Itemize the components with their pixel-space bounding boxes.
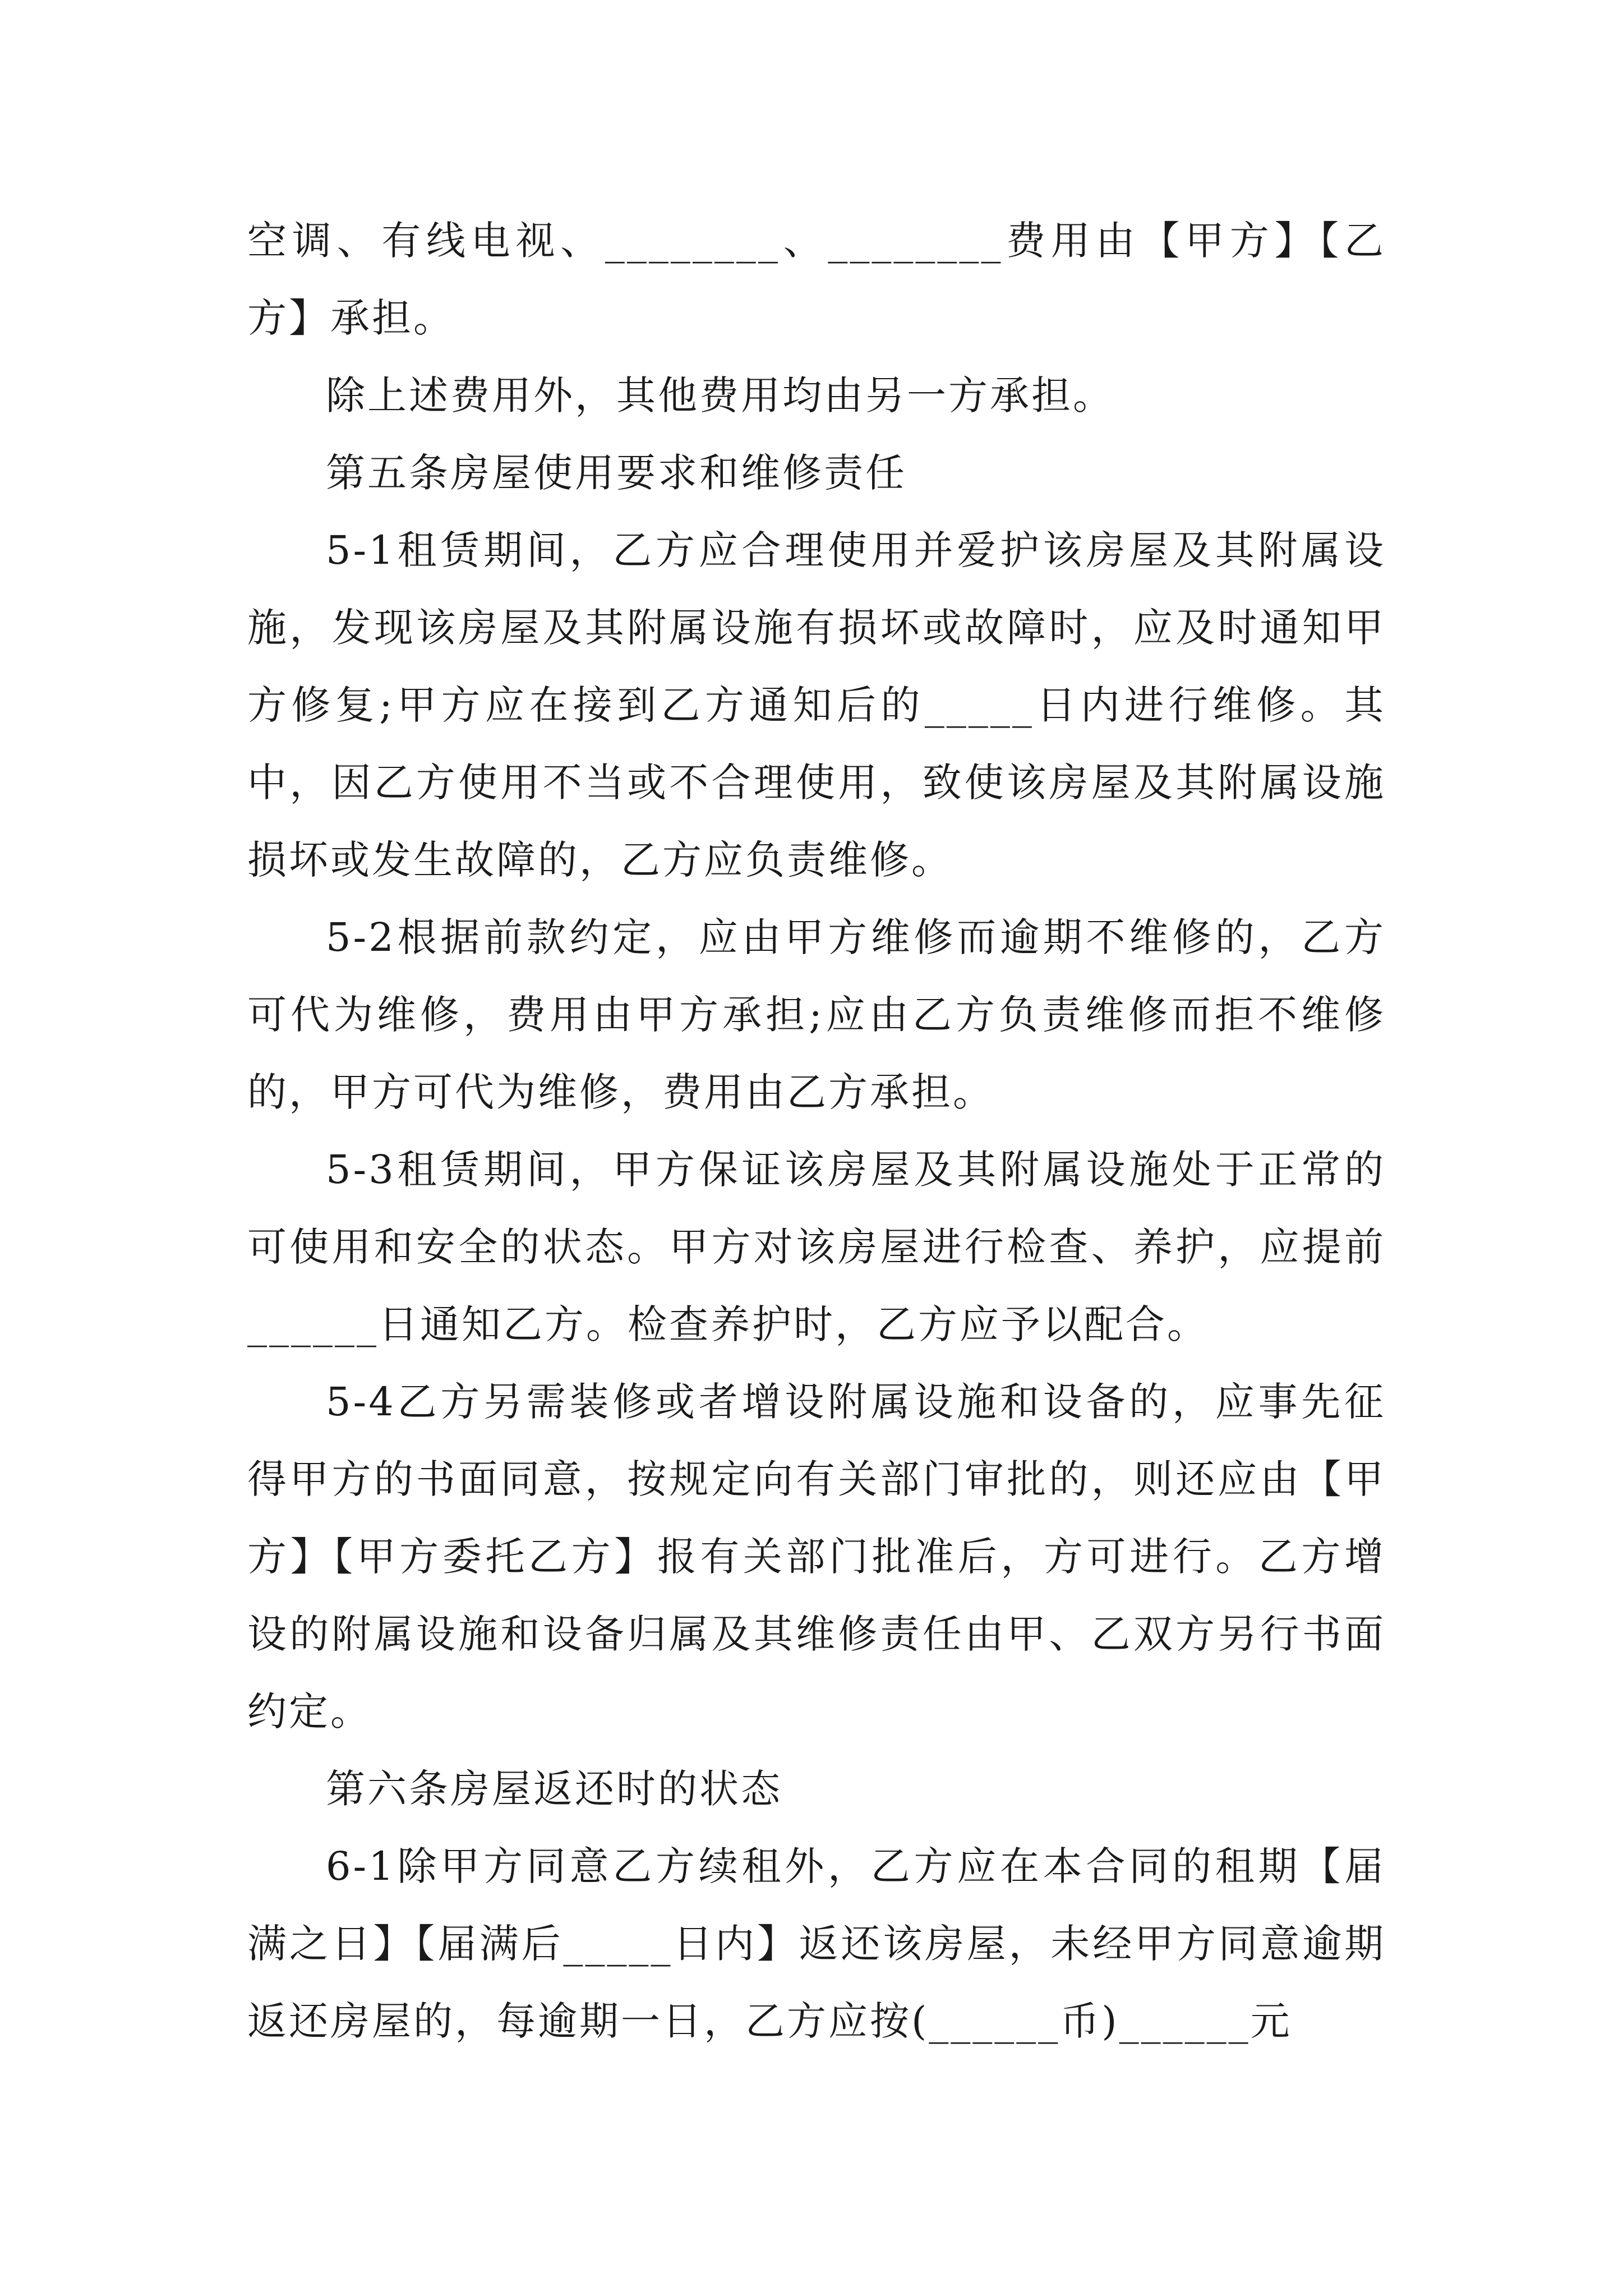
contract-text bbox=[247, 202, 1386, 2060]
paragraph-clause-5-3: 5-3租赁期间，甲方保证该房屋及其附属设施处于正常的可使用和安全的状态。甲方对该房屋进行检查、养护，应提前______日通知乙方。检查养护时，乙方应予以配合。 bbox=[247, 1147, 1386, 1347]
paragraph-other-fees: 除上述费用外，其他费用均由另一方承担。 bbox=[326, 372, 1114, 418]
paragraph-clause-5-4: 5-4乙方另需装修或者增设附属设施和设备的，应事先征得甲方的书面同意，按规定向有关部门审批的，则还应由【甲方】【甲方委托乙方】报有关部门批准后，方可进行。乙方增设的附属设施和设备归属及其维修责任由甲、乙双方另行书面约定。 bbox=[247, 1379, 1386, 1734]
section-heading-article-5: 第五条房屋使用要求和维修责任 bbox=[326, 450, 907, 496]
paragraph-clause-5-1: 5-1租赁期间，乙方应合理使用并爱护该房屋及其附属设施，发现该房屋及其附属设施有损坏或故障时，应及时通知甲方修复;甲方应在接到乙方通知后的_____日内进行维修。其中，因乙方使用不当或不合理使用，致使该房屋及其附属设施损坏或发生故障的，乙方应负责维修。 bbox=[247, 527, 1386, 883]
paragraph-clause-6-1: 6-1除甲方同意乙方续租外，乙方应在本合同的租期【届满之日】【届满后_____日内】返还该房屋，未经甲方同意逾期返还房屋的，每逾期一日，乙方应按(______币)______元 bbox=[247, 1843, 1386, 2044]
paragraph-clause-5-2: 5-2根据前款约定，应由甲方维修而逾期不维修的，乙方可代为维修，费用由甲方承担;应由乙方负责维修而拒不维修的，甲方可代为维修，费用由乙方承担。 bbox=[247, 914, 1386, 1115]
section-heading-article-6: 第六条房屋返还时的状态 bbox=[326, 1766, 782, 1812]
paragraph-utility-fees: 空调、有线电视、________、________费用由【甲方】【乙方】承担。 bbox=[247, 218, 1386, 341]
